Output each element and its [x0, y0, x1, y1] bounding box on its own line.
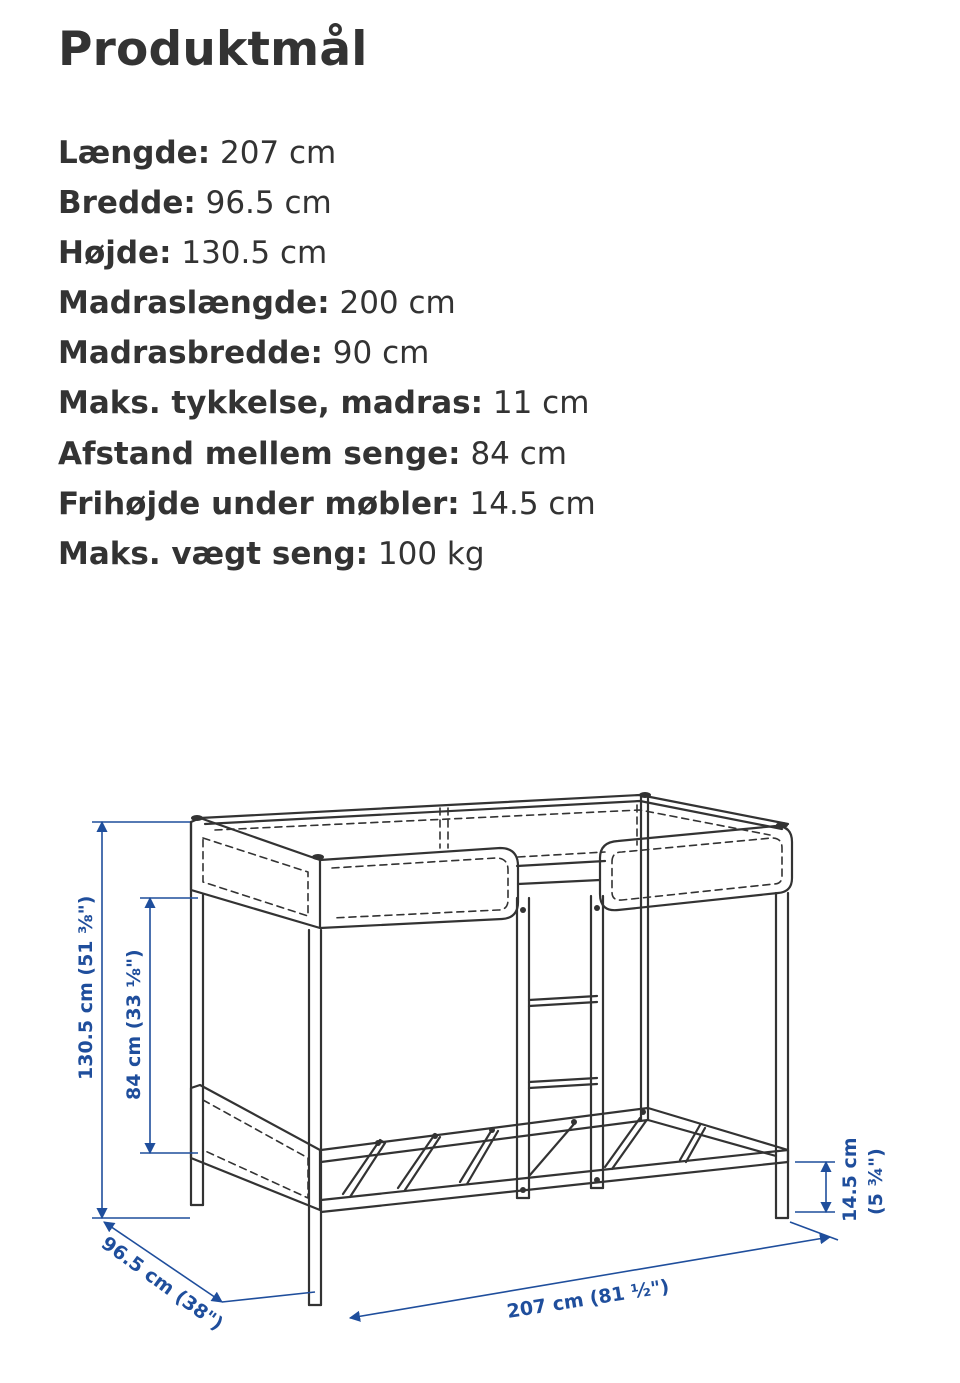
spec-height: [58, 228, 596, 278]
spec-value: 100 kg: [377, 535, 485, 572]
spec-value: 84 cm: [470, 435, 567, 472]
page-title: Produktmål: [58, 22, 368, 77]
spec-label: Afstand mellem senge:: [58, 435, 461, 472]
bed-line-art: [191, 795, 792, 1305]
spec-label: Frihøjde under møbler:: [58, 485, 460, 522]
spec-distance-between-beds: [58, 429, 596, 479]
spec-label: Bredde:: [58, 185, 196, 222]
spec-value: 14.5 cm: [469, 485, 596, 522]
dimension-width-label: 96.5 cm (38"): [97, 1232, 228, 1336]
dimension-clearance-label: 14.5 cm: [839, 1137, 861, 1222]
spec-label: Længde:: [58, 135, 211, 171]
spec-label: Maks. vægt seng:: [58, 535, 369, 572]
spec-length: [58, 128, 596, 178]
spec-value: 200 cm: [339, 285, 456, 322]
spec-max-mattress-thickness: [58, 378, 596, 428]
spec-label: Madrasbredde:: [58, 335, 323, 372]
spec-clearance: [58, 479, 596, 529]
spec-value: 207 cm: [219, 135, 337, 171]
spec-value: 130.5 cm: [181, 235, 328, 272]
dimension-length-label: 207 cm (81 ½"): [505, 1275, 671, 1323]
spec-mattress-length: [58, 278, 596, 328]
spec-mattress-width: [58, 328, 596, 378]
spec-label: Madraslængde:: [58, 285, 330, 322]
bunk-bed-diagram: [0, 760, 960, 1383]
spec-value: 11 cm: [492, 385, 590, 422]
spec-label: Maks. tykkelse, madras:: [58, 385, 483, 422]
dimension-clearance-inch-label: (5 ¾"): [865, 1148, 887, 1215]
dimension-list: [58, 128, 596, 579]
dimension-height-label: 130.5 cm (51 ⅜"): [75, 895, 97, 1080]
spec-width: [58, 178, 596, 228]
spec-value: 96.5 cm: [205, 185, 332, 222]
spec-max-weight: [58, 529, 596, 579]
spec-value: 90 cm: [332, 335, 430, 372]
dimension-between-beds-label: 84 cm (33 ⅛"): [123, 949, 145, 1100]
spec-label: Højde:: [58, 235, 172, 272]
